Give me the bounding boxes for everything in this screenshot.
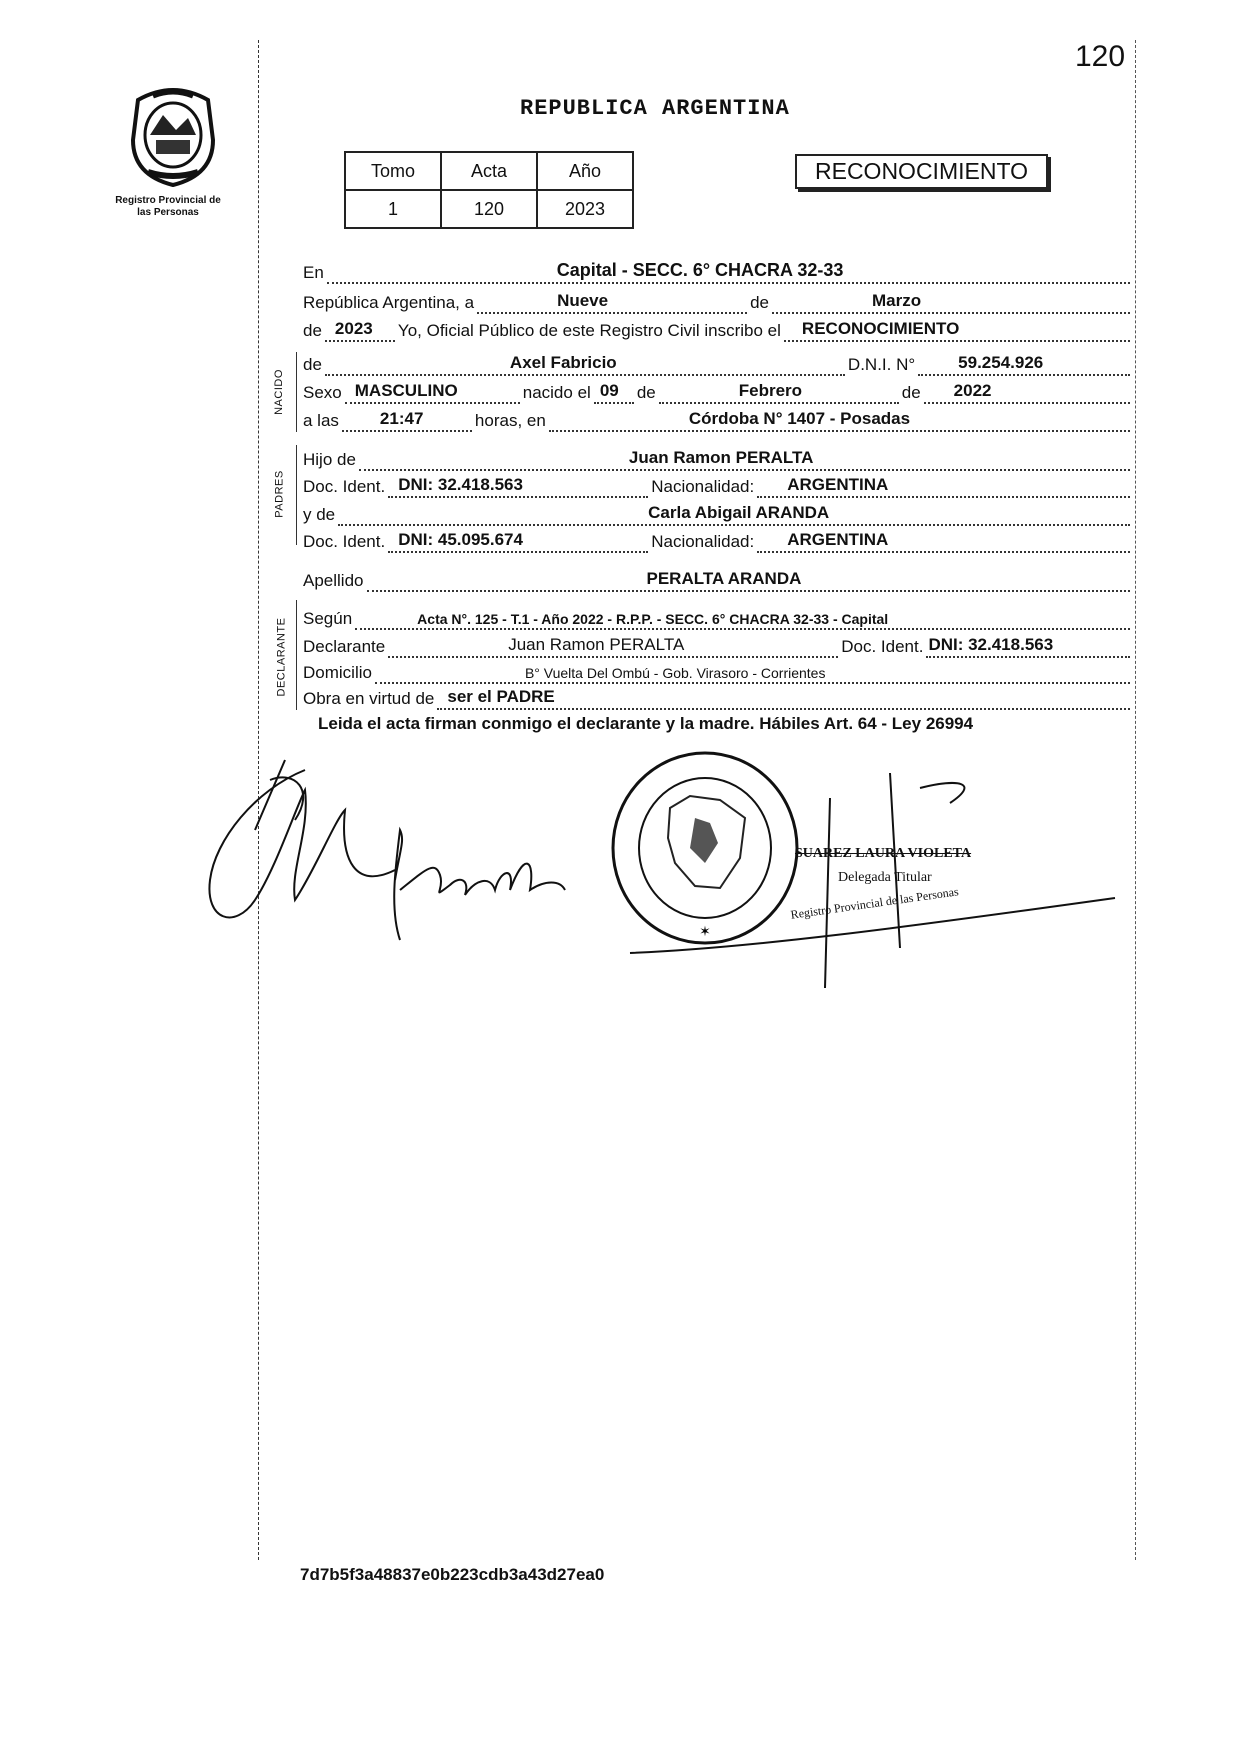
value-dni: 59.254.926 xyxy=(958,353,1044,372)
label-nac-mother: Nacionalidad: xyxy=(651,532,755,551)
label-republica: República Argentina, a xyxy=(303,293,475,312)
right-margin-line xyxy=(1135,40,1136,1560)
value-place: Córdoba N° 1407 - Posadas xyxy=(688,409,911,428)
label-doc-mother: Doc. Ident. xyxy=(303,532,386,551)
label-domicilio: Domicilio xyxy=(303,663,372,682)
value-month: Marzo xyxy=(871,291,922,310)
label-doc-declarante: Doc. Ident. xyxy=(841,637,924,656)
value-mother: Carla Abigail ARANDA xyxy=(648,503,830,522)
value-segun: Acta N°. 125 - T.1 - Año 2022 - R.P.P. - SECC. 6° CHACRA 32-33 - Capital xyxy=(417,611,889,627)
value-sexo: MASCULINO xyxy=(354,381,458,400)
side-label-declarante: DECLARANTE xyxy=(275,617,288,697)
register-table xyxy=(344,151,634,229)
label-obra: Obra en virtud de xyxy=(303,689,435,708)
document-hash: 7d7b5f3a48837e0b223cdb3a43d27ea0 xyxy=(300,1565,605,1584)
value-birth-day: 09 xyxy=(599,381,619,400)
row-apellido xyxy=(303,566,1133,592)
official-stamp-icon xyxy=(600,748,1130,988)
value-inscription: RECONOCIMIENTO xyxy=(801,319,960,338)
register-header-ano: Año xyxy=(537,152,633,190)
value-father: Juan Ramon PERALTA xyxy=(628,448,814,467)
row-madre xyxy=(303,500,1133,526)
label-de-birth-month: de xyxy=(636,383,656,402)
register-header-acta: Acta xyxy=(441,152,537,190)
value-obra: ser el PADRE xyxy=(447,687,555,706)
value-doc-father: DNI: 32.418.563 xyxy=(398,475,523,494)
value-declarante: Juan Ramon PERALTA xyxy=(508,635,685,654)
document-title: REPUBLICA ARGENTINA xyxy=(520,96,790,121)
value-en: Capital - SECC. 6° CHACRA 32-33 xyxy=(556,260,844,280)
value-doc-mother: DNI: 45.095.674 xyxy=(398,530,523,549)
label-hijo: Hijo de xyxy=(303,450,356,469)
label-apellido: Apellido xyxy=(303,571,364,590)
row-doc-madre xyxy=(303,527,1133,553)
value-apellido: PERALTA ARANDA xyxy=(646,569,802,588)
label-segun: Según xyxy=(303,609,353,628)
label-de-name: de xyxy=(303,355,322,374)
register-value-row xyxy=(345,190,633,228)
label-sexo: Sexo xyxy=(303,383,342,402)
side-label-nacido: NACIDO xyxy=(272,369,285,415)
row-hora xyxy=(303,406,1133,432)
label-alas: a las xyxy=(303,411,339,430)
value-birth-month: Febrero xyxy=(738,381,803,400)
label-doc-father: Doc. Ident. xyxy=(303,477,386,496)
official-title: Delegada Titular xyxy=(838,870,932,885)
value-nac-mother: ARGENTINA xyxy=(787,530,889,549)
padres-bracket xyxy=(296,445,297,545)
svg-text:✶: ✶ xyxy=(699,923,711,939)
official-office: Registro Provincial de las Personas xyxy=(789,884,960,922)
label-nac-father: Nacionalidad: xyxy=(651,477,755,496)
row-nombre xyxy=(303,350,1133,376)
label-yde: y de xyxy=(303,505,336,524)
register-value-ano: 2023 xyxy=(537,190,633,228)
value-birth-year: 2022 xyxy=(953,381,992,400)
value-nac-father: ARGENTINA xyxy=(787,475,889,494)
register-header-row xyxy=(345,152,633,190)
value-year: 2023 xyxy=(334,319,373,338)
label-dni: D.N.I. N° xyxy=(847,355,916,374)
value-name: Axel Fabricio xyxy=(509,353,617,372)
row-segun xyxy=(303,604,1133,630)
page-number: 120 xyxy=(1075,40,1126,73)
label-declarante: Declarante xyxy=(303,637,386,656)
value-day: Nueve xyxy=(557,291,609,310)
label-horas: horas, en xyxy=(474,411,546,430)
declarante-bracket xyxy=(296,600,297,710)
row-en xyxy=(303,258,1133,284)
record-type-box: RECONOCIMIENTO xyxy=(795,154,1048,189)
label-de-month: de xyxy=(750,293,769,312)
closing-text: Leida el acta firman conmigo el declarante y la madre. Hábiles Art. 64 - Ley 26994 xyxy=(318,714,974,733)
provincial-seal-icon xyxy=(118,80,228,190)
label-de-birth-year: de xyxy=(901,383,921,402)
row-sexo xyxy=(303,378,1133,404)
row-doc-padre xyxy=(303,472,1133,498)
row-declarante xyxy=(303,632,1133,658)
label-yo: Yo, Oficial Público de este Registro Civil inscribo el xyxy=(397,321,781,340)
register-value-acta: 120 xyxy=(441,190,537,228)
register-header-tomo: Tomo xyxy=(345,152,441,190)
register-value-tomo: 1 xyxy=(345,190,441,228)
value-time: 21:47 xyxy=(379,409,424,428)
row-domicilio xyxy=(303,658,1133,684)
label-nacido: nacido el xyxy=(522,383,591,402)
label-en: En xyxy=(303,263,324,282)
logo xyxy=(115,80,238,219)
value-domicilio: B° Vuelta Del Ombú - Gob. Virasoro - Corrientes xyxy=(524,665,826,681)
value-doc-declarante: DNI: 32.418.563 xyxy=(928,635,1054,654)
row-anio xyxy=(303,316,1133,342)
row-padre xyxy=(303,445,1133,471)
nacido-bracket xyxy=(296,352,297,432)
official-name: SUAREZ LAURA VIOLETA xyxy=(795,846,972,861)
label-de-year: de xyxy=(303,321,322,340)
row-fecha xyxy=(303,288,1133,314)
side-label-padres: PADRES xyxy=(273,470,286,518)
row-obra xyxy=(303,684,1133,710)
logo-caption: Registro Provincial de las Personas xyxy=(115,195,221,218)
